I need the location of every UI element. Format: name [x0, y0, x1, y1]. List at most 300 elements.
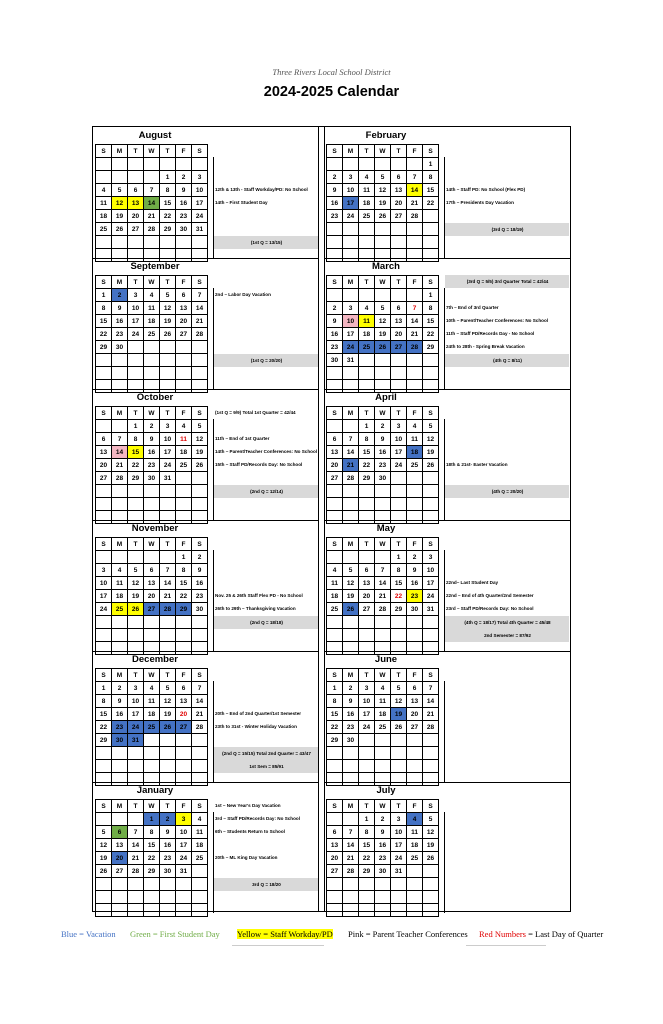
calendar-note: 17th – Presidents Day Vacation: [446, 200, 514, 206]
day-cell: 28: [343, 865, 359, 878]
day-cell: 12: [375, 184, 391, 197]
weekday-header: T: [391, 407, 407, 420]
day-cell: 21: [192, 315, 208, 328]
weekday-header: S: [192, 800, 208, 813]
day-cell: 3: [343, 302, 359, 315]
day-cell: 10: [423, 564, 439, 577]
legend-red-label: Red Numbers: [479, 929, 526, 939]
quarter-total: (3rd Q = 18/19): [445, 223, 569, 236]
legend-underline: [466, 945, 546, 946]
day-cell: 7: [343, 826, 359, 839]
day-cell: 5: [375, 302, 391, 315]
day-cell: 23: [112, 328, 128, 341]
day-cell: 13: [176, 302, 192, 315]
blank-cell: [128, 904, 144, 917]
day-cell: 1: [359, 813, 375, 826]
day-cell: 5: [160, 289, 176, 302]
day-cell: 8: [160, 184, 176, 197]
day-cell: 15: [96, 315, 112, 328]
weekday-header: F: [407, 800, 423, 813]
blank-cell: [391, 629, 407, 642]
month-name: April: [375, 392, 397, 403]
day-cell: 13: [112, 839, 128, 852]
day-cell: 14: [375, 577, 391, 590]
day-cell: 13: [176, 695, 192, 708]
day-cell: 9: [160, 826, 176, 839]
day-cell: 1: [160, 171, 176, 184]
day-cell: 3: [96, 564, 112, 577]
day-cell: [128, 341, 144, 354]
day-cell: 10: [359, 695, 375, 708]
day-cell: 7: [112, 433, 128, 446]
day-cell: 29: [359, 472, 375, 485]
day-cell: 17: [192, 197, 208, 210]
blank-cell: [112, 891, 128, 904]
weekday-header: S: [96, 145, 112, 158]
month-day-grid: [326, 144, 439, 262]
day-cell: 4: [359, 171, 375, 184]
day-cell: 29: [359, 865, 375, 878]
day-cell: 22: [128, 459, 144, 472]
day-cell: 27: [112, 865, 128, 878]
weekday-header: T: [128, 800, 144, 813]
weekday-header: T: [160, 276, 176, 289]
day-cell: [375, 551, 391, 564]
day-cell: 26: [96, 865, 112, 878]
day-cell: 14: [343, 446, 359, 459]
weekday-header: F: [407, 145, 423, 158]
quarter-total: 2nd Semester = 87/92: [445, 629, 569, 642]
month-separator: [93, 520, 318, 521]
calendar-note: 18th & 21st- Easter Vacation: [446, 462, 508, 468]
day-cell: [359, 158, 375, 171]
blank-cell: [423, 498, 439, 511]
day-cell: 17: [343, 197, 359, 210]
day-cell: 19: [112, 210, 128, 223]
day-cell: 29: [176, 603, 192, 616]
day-cell: 18: [192, 839, 208, 852]
day-cell: 25: [96, 223, 112, 236]
weekday-header: T: [391, 538, 407, 551]
day-cell: [327, 551, 343, 564]
day-cell: 9: [192, 564, 208, 577]
day-cell: 16: [407, 577, 423, 590]
day-cell: 9: [327, 184, 343, 197]
day-cell: 24: [128, 328, 144, 341]
day-cell: 11: [96, 197, 112, 210]
weekday-header: S: [327, 538, 343, 551]
day-cell: 28: [192, 721, 208, 734]
blank-cell: [112, 760, 128, 773]
day-cell: 3: [128, 289, 144, 302]
day-cell: [343, 878, 359, 891]
day-cell: 6: [391, 171, 407, 184]
day-cell: 6: [128, 184, 144, 197]
day-cell: 2: [375, 420, 391, 433]
day-cell: 14: [423, 695, 439, 708]
day-cell: 26: [160, 328, 176, 341]
blank-cell: [112, 498, 128, 511]
day-cell: 2: [375, 813, 391, 826]
blank-cell: [359, 760, 375, 773]
weekday-header: S: [423, 800, 439, 813]
day-cell: [112, 158, 128, 171]
month-july: [325, 782, 570, 913]
day-cell: [192, 878, 208, 891]
calendar-note: Nov. 25 & 26th Staff Flex PD - No School: [215, 593, 303, 599]
day-cell: 21: [128, 852, 144, 865]
day-cell: 18: [96, 210, 112, 223]
day-cell: [423, 734, 439, 747]
day-cell: 19: [343, 590, 359, 603]
blank-cell: [407, 236, 423, 249]
day-cell: [391, 747, 407, 760]
month-december: [93, 651, 318, 782]
day-cell: 6: [407, 682, 423, 695]
quarter-total: (4th Q = 8/11): [445, 354, 569, 367]
day-cell: 6: [391, 302, 407, 315]
day-cell: 21: [112, 459, 128, 472]
day-cell: 1: [144, 813, 160, 826]
day-cell: [192, 734, 208, 747]
day-cell: [176, 616, 192, 629]
day-cell: [160, 158, 176, 171]
day-cell: 25: [407, 459, 423, 472]
day-cell: 13: [327, 446, 343, 459]
day-cell: [423, 354, 439, 367]
blank-cell: [423, 367, 439, 380]
day-cell: 10: [343, 315, 359, 328]
weekday-header: W: [375, 145, 391, 158]
weekday-header: S: [96, 800, 112, 813]
day-cell: 13: [144, 577, 160, 590]
day-cell: 24: [192, 210, 208, 223]
day-cell: 28: [375, 603, 391, 616]
day-cell: 31: [128, 734, 144, 747]
blank-cell: [375, 498, 391, 511]
month-september: [93, 258, 318, 389]
day-cell: [160, 485, 176, 498]
day-cell: 12: [192, 433, 208, 446]
day-cell: [96, 551, 112, 564]
month-separator: [325, 258, 570, 259]
calendar-note: 23th to 31st - Winter Holiday Vacation: [215, 724, 297, 730]
day-cell: 26: [128, 603, 144, 616]
month-august: [93, 127, 318, 258]
day-cell: 11: [407, 826, 423, 839]
day-cell: 10: [343, 184, 359, 197]
blank-cell: [375, 367, 391, 380]
day-cell: [359, 354, 375, 367]
blank-cell: [144, 891, 160, 904]
day-cell: 31: [423, 603, 439, 616]
day-cell: [407, 865, 423, 878]
day-cell: 29: [96, 341, 112, 354]
weekday-header: M: [112, 669, 128, 682]
day-cell: 23: [192, 590, 208, 603]
month-march: [325, 258, 570, 389]
month-name: December: [132, 654, 178, 665]
day-cell: 11: [359, 315, 375, 328]
weekday-header: W: [144, 407, 160, 420]
weekday-header: S: [96, 407, 112, 420]
day-cell: [176, 878, 192, 891]
day-cell: 23: [407, 590, 423, 603]
month-day-grid: [326, 275, 439, 393]
weekday-header: S: [423, 145, 439, 158]
day-cell: 20: [359, 590, 375, 603]
day-cell: 20: [176, 708, 192, 721]
day-cell: 9: [327, 315, 343, 328]
calendar-note: 6th – Students Return to School: [215, 829, 285, 835]
calendar-note: 1st – New Year's Day Vacation: [215, 803, 281, 808]
month-notes: [213, 803, 318, 913]
day-cell: [160, 354, 176, 367]
blank-cell: [144, 904, 160, 917]
day-cell: 11: [112, 577, 128, 590]
quarter-total: (1st Q = 20/20): [214, 354, 318, 367]
day-cell: 19: [423, 839, 439, 852]
day-cell: [423, 616, 439, 629]
weekday-header: M: [343, 276, 359, 289]
day-cell: 24: [343, 341, 359, 354]
day-cell: 6: [176, 682, 192, 695]
blank-cell: [423, 891, 439, 904]
blank-cell: [192, 498, 208, 511]
day-cell: 3: [128, 682, 144, 695]
day-cell: [96, 485, 112, 498]
day-cell: 24: [391, 852, 407, 865]
blank-cell: [375, 891, 391, 904]
month-june: [325, 651, 570, 782]
blank-cell: [144, 629, 160, 642]
day-cell: [423, 223, 439, 236]
day-cell: [128, 354, 144, 367]
day-cell: 8: [176, 564, 192, 577]
weekday-header: T: [391, 145, 407, 158]
month-separator: [325, 520, 570, 521]
day-cell: 23: [375, 852, 391, 865]
day-cell: 24: [160, 459, 176, 472]
weekday-header: M: [112, 538, 128, 551]
month-notes: [213, 288, 318, 389]
day-cell: 11: [176, 433, 192, 446]
calendar-note: 14th – First Student Day: [215, 200, 268, 206]
day-cell: 27: [144, 603, 160, 616]
weekday-header: T: [391, 276, 407, 289]
blank-cell: [160, 629, 176, 642]
calendar-grid: [92, 126, 571, 912]
day-cell: [160, 747, 176, 760]
day-cell: 18: [144, 315, 160, 328]
blank-cell: [176, 629, 192, 642]
weekday-header: M: [343, 800, 359, 813]
weekday-header: F: [176, 407, 192, 420]
blank-cell: [391, 760, 407, 773]
month-day-grid: [95, 144, 208, 262]
blank-cell: [423, 629, 439, 642]
month-separator: [325, 651, 570, 652]
day-cell: 17: [423, 577, 439, 590]
day-cell: [192, 354, 208, 367]
day-cell: 30: [112, 734, 128, 747]
day-cell: [192, 158, 208, 171]
day-cell: [359, 878, 375, 891]
day-cell: 17: [176, 839, 192, 852]
day-cell: 27: [176, 328, 192, 341]
blank-cell: [359, 891, 375, 904]
day-cell: [407, 485, 423, 498]
day-cell: 31: [160, 472, 176, 485]
day-cell: [343, 485, 359, 498]
day-cell: 21: [423, 708, 439, 721]
weekday-header: M: [343, 407, 359, 420]
day-cell: 7: [407, 171, 423, 184]
day-cell: 27: [407, 721, 423, 734]
day-cell: 27: [391, 341, 407, 354]
weekday-header: S: [423, 538, 439, 551]
day-cell: 28: [407, 210, 423, 223]
day-cell: 15: [423, 184, 439, 197]
day-cell: 30: [327, 354, 343, 367]
blank-cell: [327, 236, 343, 249]
day-cell: [112, 485, 128, 498]
day-cell: 3: [391, 813, 407, 826]
calendar-note: 22nd– Last Student Day: [446, 580, 499, 586]
calendar-note: (1st Q = 9/9) Total 1st Quarter = 42/44: [215, 410, 296, 415]
day-cell: 17: [160, 446, 176, 459]
day-cell: [128, 878, 144, 891]
day-cell: 10: [192, 184, 208, 197]
day-cell: [407, 354, 423, 367]
month-day-grid: [326, 668, 439, 786]
day-cell: 13: [96, 446, 112, 459]
day-cell: 1: [423, 158, 439, 171]
weekday-header: T: [160, 145, 176, 158]
day-cell: 6: [327, 433, 343, 446]
day-cell: [375, 747, 391, 760]
day-cell: 21: [160, 590, 176, 603]
day-cell: 7: [192, 289, 208, 302]
day-cell: [391, 223, 407, 236]
day-cell: [128, 813, 144, 826]
day-cell: 9: [176, 184, 192, 197]
day-cell: 18: [375, 708, 391, 721]
day-cell: 20: [176, 315, 192, 328]
weekday-header: W: [144, 538, 160, 551]
day-cell: 5: [160, 682, 176, 695]
day-cell: [112, 551, 128, 564]
day-cell: [192, 472, 208, 485]
weekday-header: S: [327, 800, 343, 813]
day-cell: 22: [176, 590, 192, 603]
day-cell: 1: [96, 289, 112, 302]
day-cell: 8: [96, 302, 112, 315]
day-cell: [375, 616, 391, 629]
calendar-note: 26th to 29th – Thanksgiving Vacation: [215, 606, 296, 612]
blank-cell: [160, 891, 176, 904]
day-cell: 15: [160, 197, 176, 210]
day-cell: [391, 289, 407, 302]
day-cell: 30: [407, 603, 423, 616]
day-cell: [160, 878, 176, 891]
day-cell: [144, 747, 160, 760]
day-cell: 25: [327, 603, 343, 616]
day-cell: [327, 878, 343, 891]
day-cell: 26: [423, 852, 439, 865]
district-name: Three Rivers Local School District: [272, 67, 391, 77]
weekday-header: T: [160, 669, 176, 682]
weekday-header: F: [176, 145, 192, 158]
day-cell: 27: [391, 210, 407, 223]
day-cell: [96, 158, 112, 171]
blank-cell: [96, 760, 112, 773]
day-cell: 6: [176, 289, 192, 302]
day-cell: 1: [327, 682, 343, 695]
day-cell: 7: [407, 302, 423, 315]
day-cell: 11: [375, 695, 391, 708]
day-cell: 20: [144, 590, 160, 603]
day-cell: 22: [359, 459, 375, 472]
blank-cell: [375, 236, 391, 249]
weekday-header: T: [359, 538, 375, 551]
weekday-header: F: [176, 669, 192, 682]
month-april: [325, 389, 570, 520]
day-cell: [96, 354, 112, 367]
day-cell: [128, 171, 144, 184]
blank-cell: [160, 367, 176, 380]
month-notes: [444, 550, 569, 651]
weekday-header: T: [160, 407, 176, 420]
month-day-grid: [95, 406, 208, 524]
calendar-note: 20th – ML King Day Vacation: [215, 855, 278, 861]
weekday-header: T: [359, 800, 375, 813]
blank-cell: [343, 367, 359, 380]
blank-cell: [160, 760, 176, 773]
blank-cell: [391, 236, 407, 249]
day-cell: [327, 747, 343, 760]
day-cell: [112, 813, 128, 826]
blank-cell: [327, 891, 343, 904]
day-cell: 16: [375, 839, 391, 852]
day-cell: 17: [359, 708, 375, 721]
month-name: February: [365, 130, 407, 141]
day-cell: 7: [128, 826, 144, 839]
day-cell: 14: [128, 839, 144, 852]
day-cell: 11: [359, 184, 375, 197]
day-cell: [359, 747, 375, 760]
blank-cell: [128, 498, 144, 511]
day-cell: 19: [160, 708, 176, 721]
day-cell: 18: [359, 197, 375, 210]
day-cell: 24: [96, 603, 112, 616]
day-cell: 26: [112, 223, 128, 236]
day-cell: 29: [128, 472, 144, 485]
day-cell: 5: [375, 171, 391, 184]
day-cell: 19: [160, 315, 176, 328]
month-notes: [444, 812, 569, 913]
month-name: October: [136, 392, 174, 403]
day-cell: 12: [96, 839, 112, 852]
day-cell: 22: [144, 852, 160, 865]
day-cell: 28: [407, 341, 423, 354]
day-cell: 8: [96, 695, 112, 708]
day-cell: 17: [391, 839, 407, 852]
day-cell: [343, 616, 359, 629]
day-cell: [128, 551, 144, 564]
day-cell: [391, 158, 407, 171]
month-day-grid: [326, 406, 439, 524]
